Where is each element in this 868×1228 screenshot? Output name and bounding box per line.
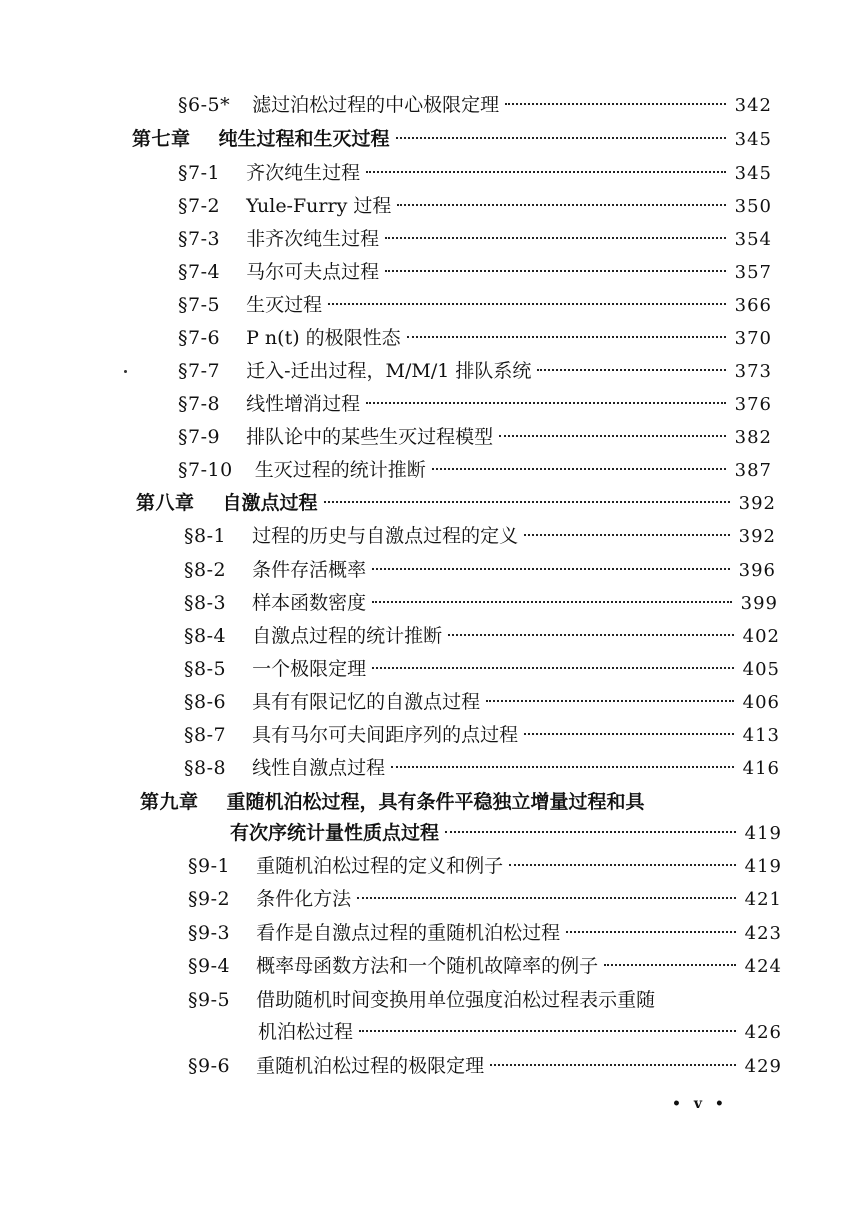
leader-dots — [445, 831, 736, 833]
leader-dots — [432, 468, 726, 470]
entry-title: 看作是自激点过程的重随机泊松过程 — [256, 922, 561, 944]
entry-page: 345 — [734, 129, 772, 150]
leader-dots — [385, 270, 726, 272]
chapter-number: 第九章 — [140, 791, 199, 813]
entry-number: §7-10 — [178, 459, 233, 481]
entry-number: §9-6 — [188, 1055, 231, 1077]
entry-number: §9-2 — [188, 888, 231, 910]
toc-entry — [178, 323, 772, 353]
toc-entry — [188, 951, 782, 981]
entry-title: 生灭过程的统计推断 — [254, 459, 426, 481]
entry-page: 399 — [740, 593, 778, 614]
entry-page: 423 — [744, 923, 782, 944]
entry-title: 滤过泊松过程的中心极限定理 — [252, 94, 500, 116]
entry-number: §7-4 — [178, 261, 221, 283]
toc-entry — [188, 918, 782, 948]
page-number-footer: • v • — [672, 1096, 728, 1112]
entry-page: 421 — [744, 889, 782, 910]
toc-entry — [184, 720, 780, 750]
chapter-title: 重随机泊松过程，具有条件平稳独立增量过程和具 — [226, 791, 645, 813]
toc-entry — [178, 290, 772, 320]
leader-dots — [391, 766, 734, 768]
leader-dots — [328, 303, 726, 305]
entry-number: §7-3 — [178, 228, 221, 250]
entry-title: 具有有限记忆的自激点过程 — [252, 691, 481, 713]
toc-chapter — [132, 124, 772, 154]
entry-title: 借助随机时间变换用单位强度泊松过程表示重随 — [256, 989, 656, 1011]
chapter-number: 第七章 — [132, 128, 191, 150]
toc-entry-continued — [258, 1017, 782, 1047]
entry-page: 370 — [734, 328, 772, 349]
entry-page: 419 — [744, 856, 782, 877]
entry-page: 416 — [742, 758, 780, 779]
entry-page: 426 — [744, 1022, 782, 1043]
leader-dots — [396, 137, 726, 139]
entry-title: 机泊松过程 — [258, 1021, 354, 1043]
entry-title: 齐次纯生过程 — [246, 162, 361, 184]
entry-number: §7-6 — [178, 327, 221, 349]
toc-entry — [184, 521, 776, 551]
entry-number: §8-3 — [184, 592, 227, 614]
entry-page: 419 — [744, 823, 782, 844]
entry-title: 排队论中的某些生灭过程模型 — [246, 426, 494, 448]
entry-page: 350 — [734, 196, 772, 217]
leader-dots — [566, 931, 736, 933]
toc-chapter — [140, 787, 780, 817]
toc-entry — [188, 851, 782, 881]
entry-page: 396 — [738, 560, 776, 581]
entry-title: 条件存活概率 — [252, 559, 367, 581]
entry-title: 样本函数密度 — [252, 592, 367, 614]
entry-page: 345 — [734, 163, 772, 184]
entry-title: 生灭过程 — [246, 294, 323, 316]
entry-number: §8-8 — [184, 757, 227, 779]
entry-page: 357 — [734, 262, 772, 283]
entry-page: 405 — [742, 659, 780, 680]
entry-title: 具有马尔可夫间距序列的点过程 — [252, 724, 519, 746]
leader-dots — [537, 369, 726, 371]
leader-dots — [366, 171, 726, 173]
leader-dots — [359, 1030, 736, 1032]
toc-entry — [184, 654, 780, 684]
toc-entry — [188, 985, 782, 1015]
leader-dots — [366, 402, 726, 404]
entry-page: 366 — [734, 295, 772, 316]
leader-dots — [524, 534, 730, 536]
toc-entry — [178, 158, 772, 188]
toc-entry — [184, 555, 776, 585]
leader-dots — [486, 700, 734, 702]
entry-number: §9-5 — [188, 989, 231, 1011]
entry-title: 重随机泊松过程的定义和例子 — [256, 855, 504, 877]
entry-title: 一个极限定理 — [252, 658, 367, 680]
toc-chapter — [136, 488, 776, 518]
entry-page: 373 — [734, 361, 772, 382]
entry-title: 条件化方法 — [256, 888, 352, 910]
entry-title: Yule-Furry 过程 — [246, 195, 392, 217]
entry-number: §8-4 — [184, 625, 227, 647]
entry-title: 自激点过程的统计推断 — [252, 625, 443, 647]
leader-dots — [499, 435, 726, 437]
toc-entry — [188, 1051, 782, 1081]
toc-entry — [178, 455, 772, 485]
entry-number: §8-1 — [184, 525, 227, 547]
toc-entry — [178, 389, 772, 419]
toc-entry — [178, 90, 772, 120]
entry-page: 387 — [734, 460, 772, 481]
entry-page: 429 — [744, 1056, 782, 1077]
toc-entry — [178, 257, 772, 287]
entry-number: §7-9 — [178, 426, 221, 448]
entry-number: §8-6 — [184, 691, 227, 713]
entry-page: 392 — [738, 526, 776, 547]
toc-entry — [184, 588, 778, 618]
entry-title: P n(t) 的极限性态 — [246, 327, 401, 349]
leader-dots — [357, 897, 736, 899]
leader-dots — [372, 568, 730, 570]
entry-title: 过程的历史与自激点过程的定义 — [252, 525, 519, 547]
entry-title: 概率母函数方法和一个随机故障率的例子 — [256, 955, 599, 977]
leader-dots — [372, 667, 734, 669]
toc-entry — [178, 356, 772, 386]
entry-page: 342 — [734, 95, 772, 116]
entry-number: §8-2 — [184, 559, 227, 581]
entry-number: §8-7 — [184, 724, 227, 746]
entry-title: 线性自激点过程 — [252, 757, 386, 779]
stray-mark — [124, 370, 127, 373]
entry-page: 402 — [742, 626, 780, 647]
leader-dots — [448, 634, 734, 636]
entry-title: 马尔可夫点过程 — [246, 261, 380, 283]
toc-chapter-continued — [230, 818, 782, 848]
entry-title: 线性增消过程 — [246, 393, 361, 415]
leader-dots — [604, 964, 736, 966]
leader-dots — [509, 864, 736, 866]
entry-number: §7-1 — [178, 162, 221, 184]
entry-title: 重随机泊松过程的极限定理 — [256, 1055, 485, 1077]
chapter-title: 纯生过程和生灭过程 — [218, 128, 390, 150]
entry-page: 424 — [744, 956, 782, 977]
leader-dots — [385, 237, 726, 239]
leader-dots — [505, 103, 726, 105]
toc-entry — [178, 191, 772, 221]
entry-page: 376 — [734, 394, 772, 415]
leader-dots — [397, 204, 726, 206]
entry-page: 382 — [734, 427, 772, 448]
entry-number: §8-5 — [184, 658, 227, 680]
entry-number: §7-5 — [178, 294, 221, 316]
toc-entry — [178, 224, 772, 254]
toc-entry — [188, 884, 782, 914]
entry-number: §9-4 — [188, 955, 231, 977]
leader-dots — [407, 336, 726, 338]
entry-number: §9-1 — [188, 855, 231, 877]
entry-title: 迁入-迁出过程，M/M/1 排队系统 — [246, 360, 532, 382]
entry-page: 354 — [734, 229, 772, 250]
chapter-title: 自激点过程 — [222, 492, 318, 514]
entry-number: §7-2 — [178, 195, 221, 217]
entry-page: 406 — [742, 692, 780, 713]
toc-entry — [184, 621, 780, 651]
chapter-number: 第八章 — [136, 492, 195, 514]
entry-number: §6-5* — [178, 94, 231, 116]
leader-dots — [324, 501, 730, 503]
leader-dots — [524, 733, 734, 735]
entry-page: 392 — [738, 493, 776, 514]
leader-dots — [372, 601, 732, 603]
entry-title: 非齐次纯生过程 — [246, 228, 380, 250]
chapter-title: 有次序统计量性质点过程 — [230, 822, 440, 844]
toc-entry — [184, 753, 780, 783]
leader-dots — [490, 1064, 736, 1066]
entry-number: §7-7 — [178, 360, 221, 382]
entry-number: §9-3 — [188, 922, 231, 944]
entry-page: 413 — [742, 725, 780, 746]
entry-number: §7-8 — [178, 393, 221, 415]
toc-entry — [178, 422, 772, 452]
toc-entry — [184, 687, 780, 717]
